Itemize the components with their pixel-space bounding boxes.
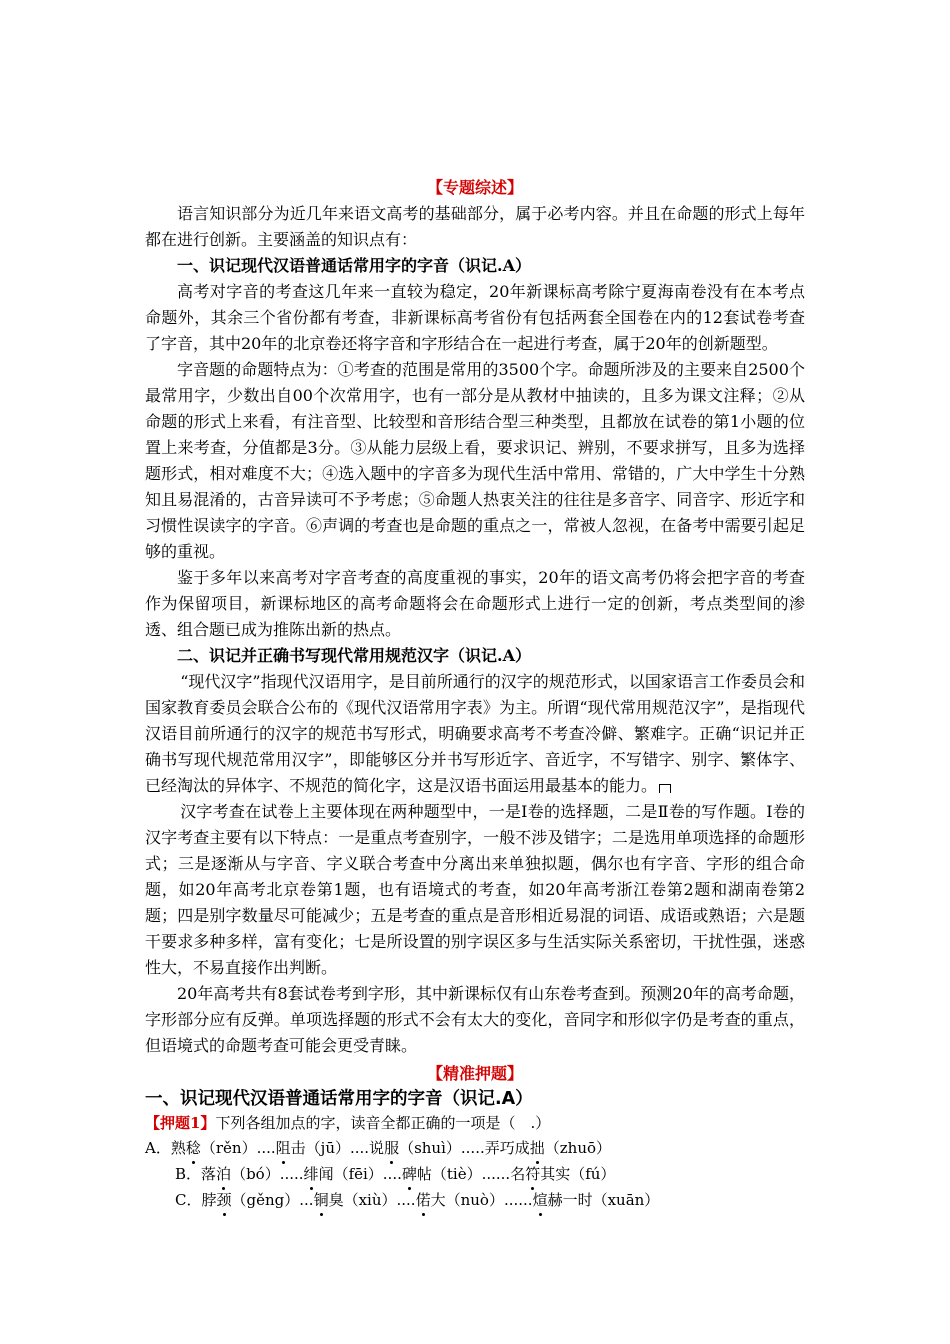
option-text: 大（nuò）......	[430, 1191, 533, 1209]
section-title-prediction: 【精准押题】	[426, 1064, 523, 1083]
point2-paragraph-2: 汉字考查在试卷上主要体现在两种题型中，一是Ⅰ卷的选择题，二是Ⅱ卷的写作题。Ⅰ卷的汉字考查主要有以下特点：一是重点考查别字，一般不涉及错字；二是选用单项选择的命题形式；三是逐渐从与字音、字义联合考查中分离出来单独拟题，偶尔也有字音、字形的组合命题，如20年高考北京卷第1题，也有语境式的考查，如20年高考浙江卷第2题和湖南卷第2题；四是别字数量尽可能减少；五是考查的重点是音形相近易混的词语、成语或熟语；六是题干要求多种多样，富有变化；七是所设置的别字误区多与生活实际关系密切，干扰性强，迷惑性大，不易直接作出判断。	[145, 802, 805, 977]
point1-paragraph-2: 字音题的命题特点为：①考查的范围是常用的3500个字。命题所涉及的主要来自2500个最常用字，少数出自00个次常用字，也有一部分是从教材中抽读的，且多为课文注释；②从命题的形式上来看，有注音型、比较型和音形结合型三种类型，且都放在试卷的第1小题的位置上来考查，分值都是3分。③从能力层级上看，要求识记、辨别，不要求拼写，且多为选择题形式，相对难度不大；④选入题中的字音多为现代生活中常用、常错的，广大中学生十分熟知且易混淆的，古音异读可不予考虑；⑤命题人热衷关注的往往是多音字、同音字、形近字和习惯性误读字的字音。⑥声调的考查也是命题的重点之一，常被人忽视，在备考中需要引起足够的重视。	[145, 360, 805, 561]
option-label: B．	[175, 1165, 202, 1183]
dotted-char: 铜	[314, 1187, 329, 1213]
dotted-char: 颈	[217, 1187, 232, 1213]
point2-paragraph-3: 20年高考共有8套试卷考到字形，其中新课标仅有山东卷考查到。预测20年的高考命题，字形部分应有反弹。单项选择题的形式不会有太大的变化，音同字和形似字仍是考查的重点，但语境式的命题考查可能会更受青睐。	[145, 984, 805, 1055]
option-text: （shuì）.....弄巧成	[399, 1139, 530, 1157]
option-text: 闻（fēi）....	[318, 1165, 402, 1183]
option-text: 臭（xiù）....	[328, 1191, 416, 1209]
point2-paragraph-1-text: “现代汉字”指现代汉语用字，是目前所通行的汉字的规范形式，以国家语言工作委员会和国家教育委员会联合公布的《现代汉语常用字表》为主。所谓“现代常用规范汉字”，是指现代汉语目前所通行的汉字的规范书写形式，明确要求高考不考查冷僻、繁难字。正确“识记并正确书写现代规范常用汉字”，即能够区分并书写形近字、音近字，不写错字、别字、繁体字、已经淘汰的异体字、不规范的简化字，这是汉语书面运用最基本的能力。	[145, 672, 805, 795]
dotted-char: 绯	[304, 1161, 319, 1187]
option-text: 落	[201, 1165, 217, 1183]
dotted-char: 符	[525, 1161, 540, 1187]
dotted-char: 稔	[186, 1135, 201, 1161]
option-text: （gěng）...	[231, 1191, 314, 1209]
option-text: 其实（fú）	[540, 1165, 616, 1183]
option-label: A．	[145, 1139, 171, 1157]
question-tag: 【押题1】	[145, 1114, 216, 1132]
option-a	[145, 1135, 805, 1161]
option-text: 赫一时（xuān）	[547, 1191, 660, 1209]
point2-heading: 二、识记并正确书写现代常用规范汉字（识记.A）	[177, 646, 531, 665]
option-text: 脖	[201, 1191, 217, 1209]
option-text: 帖（tiè）......名	[416, 1165, 526, 1183]
section-title-overview: 【专题综述】	[426, 178, 523, 197]
dotted-char: 偌	[416, 1187, 431, 1213]
point1-heading: 一、识记现代汉语普通话常用字的字音（识记.A）	[177, 256, 531, 275]
dotted-char: 碑	[402, 1161, 417, 1187]
prediction-heading: 一、识记现代汉语普通话常用字的字音（识记.A）	[145, 1089, 533, 1109]
point1-paragraph-3: 鉴于多年以来高考对字音考查的高度重视的事实，20年的语文高考仍将会把字音的考查作为保留项目，新课标地区的高考命题将会在命题形式上进行一定的创新，考点类型间的渗透、组合题已成为推陈出新的热点。	[145, 568, 805, 639]
option-b	[145, 1161, 805, 1187]
dotted-char: 泊	[216, 1161, 231, 1187]
insert-mark-icon	[659, 784, 671, 793]
option-text: （rěn）....	[200, 1139, 276, 1157]
question-text: 下列各组加点的字，读音全都正确的一项是（ .）	[215, 1114, 551, 1132]
question-1	[145, 1111, 805, 1135]
option-text: （bó）.....	[231, 1165, 304, 1183]
dotted-char: 服	[384, 1135, 399, 1161]
dotted-char: 煊	[533, 1187, 548, 1213]
dotted-char: 拙	[530, 1135, 545, 1161]
option-label: C．	[175, 1191, 202, 1209]
option-text: 熟	[170, 1139, 186, 1157]
point2-paragraph-1	[145, 669, 805, 799]
point1-paragraph-1: 高考对字音的考查这几年来一直较为稳定，20年新课标高考除宁夏海南卷没有在本考点命题外，其余三个省份都有考查，非新课标高考省份有包括两套全国卷在内的12套试卷考查了字音，其中20年的北京卷还将字音和字形结合在一起进行考查，属于20年的创新题型。	[145, 282, 805, 353]
document-content	[145, 175, 805, 1213]
intro-paragraph: 语言知识部分为近几年来语文高考的基础部分，属于必考内容。并且在命题的形式上每年都在进行创新。主要涵盖的知识点有：	[145, 204, 805, 249]
option-text: （zhuō）	[544, 1139, 612, 1157]
dotted-char: 阻	[276, 1135, 291, 1161]
option-text: 击（jū）....说	[290, 1139, 385, 1157]
option-c	[145, 1187, 805, 1213]
